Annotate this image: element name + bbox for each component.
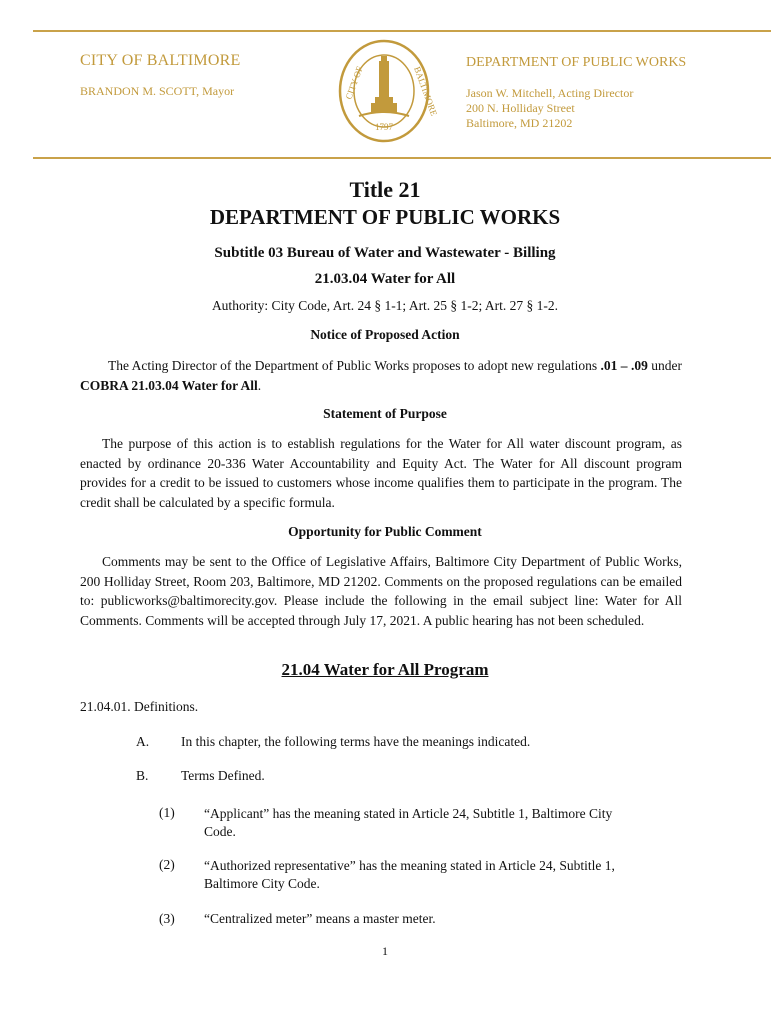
term-3-marker: (3) xyxy=(159,911,175,926)
item-a-text: In this chapter, the following terms have the meanings indicated. xyxy=(181,734,531,749)
item-b-text: Terms Defined. xyxy=(181,768,265,783)
notice-text-1: The Acting Director of the Department of Public Works proposes to adopt new regulations xyxy=(108,358,601,373)
notice-bold-cobra: COBRA 21.03.04 Water for All xyxy=(80,377,258,393)
term-2-line-1: “Authorized representative” has the meaning stated in Article 24, Subtitle 1, xyxy=(204,858,615,873)
term-1-marker: (1) xyxy=(159,805,175,820)
notice-text-2: under xyxy=(647,358,682,373)
city-name: CITY OF BALTIMORE xyxy=(80,52,241,69)
term-2-text xyxy=(204,857,615,893)
term-1-line-2: Code. xyxy=(204,824,236,839)
city-state-zip: Baltimore, MD 21202 xyxy=(466,116,573,130)
term-3-text: “Centralized meter” means a master meter. xyxy=(204,911,436,926)
term-1-text xyxy=(204,805,612,841)
purpose-heading: Statement of Purpose xyxy=(323,406,447,421)
term-2-marker: (2) xyxy=(159,857,175,872)
director-name: Jason W. Mitchell, Acting Director xyxy=(466,86,634,100)
term-1-line-1: “Applicant” has the meaning stated in Article 24, Subtitle 1, Baltimore City xyxy=(204,806,613,821)
mayor-name: BRANDON M. SCOTT, Mayor xyxy=(80,84,235,98)
program-heading: 21.04 Water for All Program xyxy=(281,660,489,679)
authority-line: Authority: City Code, Art. 24 § 1-1; Art. 25 § 1-2; Art. 27 § 1-2. xyxy=(211,298,559,313)
document-title: Title 21 xyxy=(349,177,421,202)
seal-left-text: CITY OF xyxy=(343,64,365,101)
header-right xyxy=(466,55,686,131)
seal-right-text: BALTIMORE xyxy=(412,65,440,118)
comment-paragraph: Comments may be sent to the Office of Legislative Affairs, Baltimore City Department of Public Works, 200 Holliday Street, Room 203, Baltimore, MD 21202. Comments on the proposed regulations can be emailed to: publicworks@baltimorecity.gov. Please include the following in the email subject line: Water for All Comments. Comments will be accepted through July 17, 2021. A public hearing has not been scheduled. xyxy=(80,554,682,628)
department-title: DEPARTMENT OF PUBLIC WORKS xyxy=(209,205,561,229)
comment-heading: Opportunity for Public Comment xyxy=(288,524,482,539)
notice-text-3: . xyxy=(257,377,262,393)
city-seal xyxy=(337,38,440,144)
section-title: 21.03.04 Water for All xyxy=(314,271,456,287)
definitions-label: 21.04.01. Definitions. xyxy=(80,699,199,714)
notice-heading: Notice of Proposed Action xyxy=(310,327,460,342)
item-b-marker: B. xyxy=(136,768,149,783)
seal-year: 1797 xyxy=(375,122,393,132)
term-2-line-2: Baltimore City Code. xyxy=(204,876,320,891)
subtitle: Subtitle 03 Bureau of Water and Wastewater - Billing xyxy=(214,245,556,261)
purpose-paragraph: The purpose of this action is to establish regulations for the Water for All water discount program, as enacted by ordinance 20-336 Water Accountability and Equity Act. The Water for All discount program provides for a credit to be issued to customers whose income qualifies them to participate in the program. The credit shall be calculated by a specific formula. xyxy=(80,436,682,510)
notice-bold-regulations: .01 – .09 xyxy=(600,358,648,373)
header-top-rule xyxy=(33,30,771,32)
department-name: DEPARTMENT OF PUBLIC WORKS xyxy=(466,55,687,70)
header-bottom-rule xyxy=(33,157,771,159)
header-left xyxy=(80,52,240,99)
item-a-marker: A. xyxy=(136,734,150,749)
street-address: 200 N. Holliday Street xyxy=(466,101,575,115)
page-number: 1 xyxy=(382,944,388,958)
notice-paragraph xyxy=(80,356,682,395)
